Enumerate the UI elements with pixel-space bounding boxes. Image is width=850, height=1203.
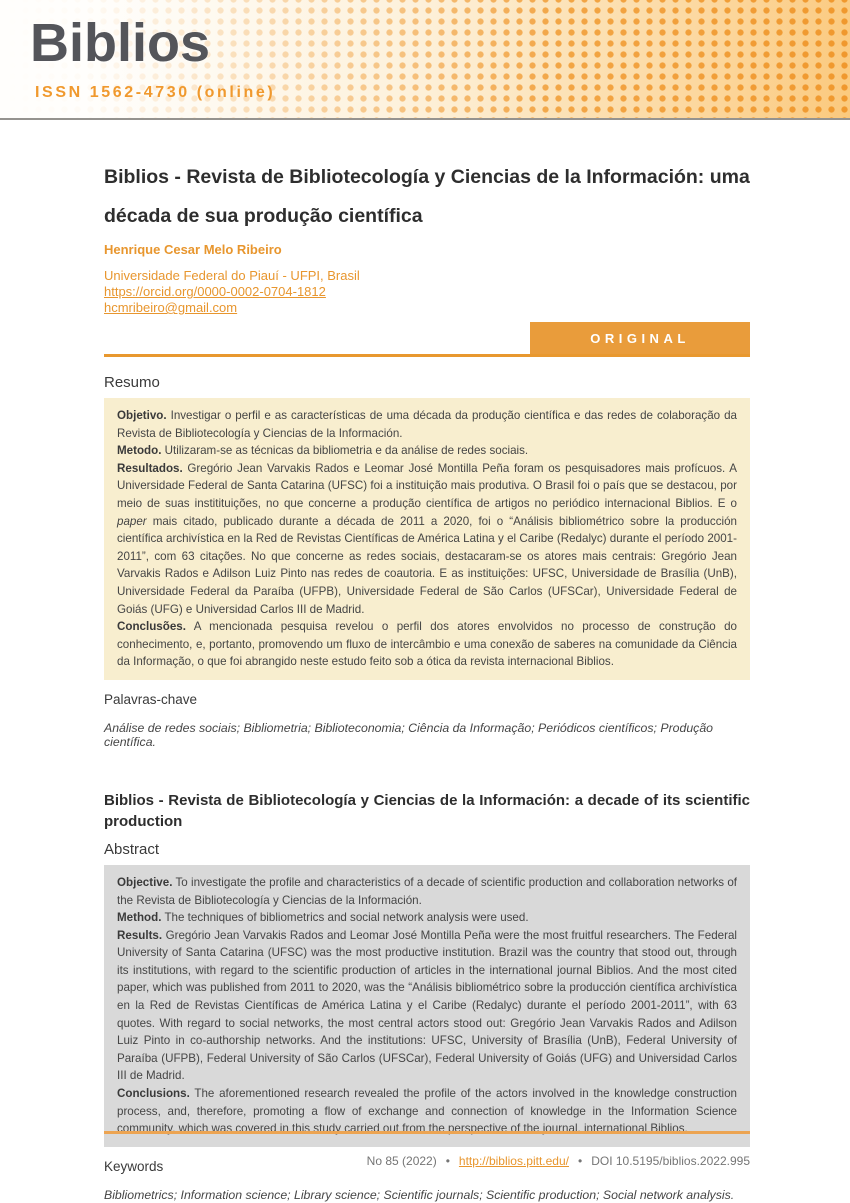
article-type-badge: ORIGINAL <box>530 322 750 354</box>
journal-banner <box>0 0 850 120</box>
article-title-pt: Biblios - Revista de Bibliotecología y Ciencias de la Información: uma década de sua produção científica <box>104 166 750 227</box>
page-footer <box>104 1131 750 1168</box>
resumo-resultados: Resultados. Gregório Jean Varvakis Rados e Leomar José Montilla Peña foram os pesquisadores mais profícuos. A Universidade Federal de Santa Catarina (UFSC) foi a instituição mais produtiva. O Brasil foi o país que se destacou, por meio de suas institituições, no que concerne a produção científica de artigos no periódico internacional Biblios. E o paper mais citado, publicado durante a década de 2011 a 2020, foi o “Análisis bibliométrico sobre la producción científica archivística en la Red de Revistas Científicas de América Latina y el Caribe (Redalyc) durante el período 2001-2011”, com 63 citações. No que concerne as redes sociais, destacaram-se os atores mais centrais: Gregório Jean Varvakis Rados e Adilson Luiz Pinto nas redes de coautoria. E as instituições: UFSC, Universidade de Brasília (UnB), Universidade Federal da Paraíba (UFPB), Universidade Federal de São Carlos (UFSCar), Universidade Federal de Goiás (UFG) e Universidad Carlos III de Madrid. <box>117 461 737 616</box>
abstract-heading: Abstract <box>104 840 160 858</box>
abstract-results: Results. Gregório Jean Varvakis Rados and Leomar José Montilla Peña were the most fruitful researchers. The Federal University of Santa Catarina (UFSC) was the most productive institution. Brazil was the country that stood out, through its institutions, with regard to the scientific production of articles in the international journal Biblios. And the most cited paper, which was published from 2011 to 2020, was the “Análisis bibliométrico sobre la producción científica archivística en la Red de Revistas Científicas de América Latina y el Caribe (Redalyc) durante el período 2001-2011”, with 63 quotes. With regard to social networks, the most central actors stood out: Gregório Jean Varvakis Rados and Adilson Luiz Pinto in co-authorship networks. And the institutions: UFSC, University of Brasília (UnB), Federal University of Paraíba (UFPB), Federal University of São Carlos (UFSCar), Federal University of Goiás (UFG) and Universidad Carlos III de Madrid. <box>117 928 737 1083</box>
article-title-en: Biblios - Revista de Bibliotecología y Ciencias de la Información: a decade of its scientific production <box>104 791 750 830</box>
resumo-heading: Resumo <box>104 374 160 391</box>
resumo-conclusoes: Conclusões. A mencionada pesquisa revelou o perfil dos atores envolvidos no processo de construção do conhecimento, e, portanto, promovendo um fluxo de intercâmbio e uma conexão de saberes na comunidade da Ciência da Informação, o que foi abrangido neste estudo feito sob a ótica da revista internacional Biblios. <box>117 620 737 669</box>
issn-label: ISSN 1562-4730 (online) <box>35 84 276 101</box>
palavras-chave-heading: Palavras-chave <box>104 691 198 707</box>
keywords-list: Bibliometrics; Information science; Library science; Scientific journals; Scientific production; Social network analysis. <box>104 1187 735 1202</box>
abstract-box <box>104 865 750 1147</box>
abstract-objective: Objective. To investigate the profile and characteristics of a decade of scientific production and collaboration networks of the Revista de Bibliotecología y Ciencias de la Información. <box>117 875 738 907</box>
resumo-box <box>104 398 750 680</box>
abstract-conclusions: Conclusions. The aforementioned research revealed the profile of the actors involved in the knowledge construction process, and, therefore, promoting a flow of exchange and connection of knowledge in the Information Science community, which was covered in this study carried out from the perspective of the journal. international Biblios. <box>117 1087 738 1136</box>
email-link[interactable]: hcmribeiro@gmail.com <box>104 300 238 315</box>
header-divider <box>104 322 750 357</box>
orcid-link[interactable]: https://orcid.org/0000-0002-0704-1812 <box>104 284 326 299</box>
article-content <box>104 158 750 1202</box>
author-name: Henrique Cesar Melo Ribeiro <box>104 242 282 257</box>
author-affiliation: Universidade Federal do Piauí - UFPI, Brasil <box>104 268 360 283</box>
issue-number: No 85 (2022) <box>366 1154 437 1168</box>
journal-logo: Biblios <box>30 13 211 73</box>
doi-label: DOI 10.5195/biblios.2022.995 <box>591 1154 750 1168</box>
palavras-chave-list: Análise de redes sociais; Bibliometria; Biblioteconomia; Ciência da Informação; Periódicos científicos; Produção científica. <box>104 720 714 749</box>
keywords-heading: Keywords <box>104 1158 164 1174</box>
journal-url-link[interactable]: http://biblios.pitt.edu/ <box>458 1154 569 1168</box>
resumo-objetivo: Objetivo. Investigar o perfil e as características de uma década da produção científica e das redes de colaboração da Revista de Bibliotecología y Ciencias de la Información. <box>117 409 737 440</box>
separator-dot: • <box>445 1154 450 1168</box>
abstract-method: Method. The techniques of bibliometrics and social network analysis were used. <box>117 911 529 925</box>
separator-dot: • <box>578 1154 583 1168</box>
resumo-metodo: Metodo. Utilizaram-se as técnicas da bibliometria e da análise de redes sociais. <box>117 444 529 458</box>
